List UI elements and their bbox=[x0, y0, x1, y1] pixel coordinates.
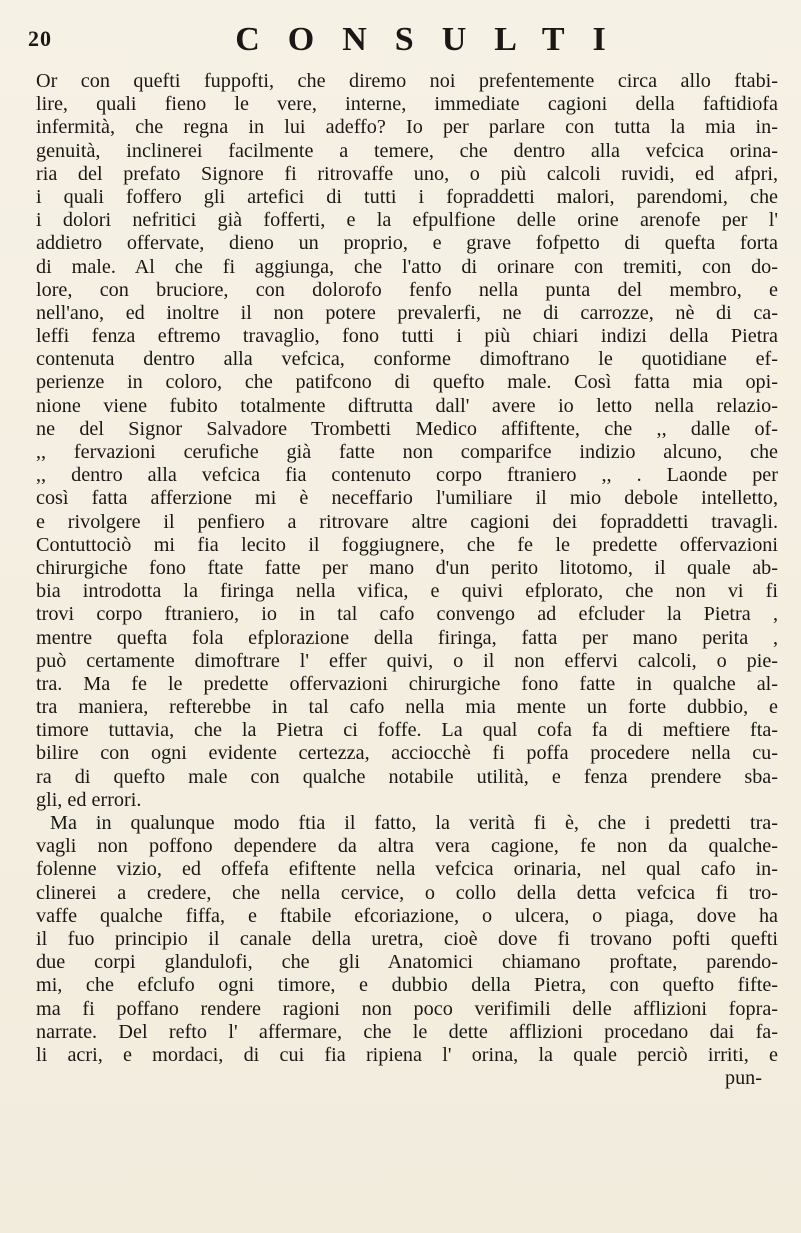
text-line: nell'ano, ed inoltre il non potere prevalerfi, ne di carrozze, nè di ca- bbox=[36, 301, 778, 324]
text-line: perienze in coloro, che patifcono di quefto male. Così fatta mia opi- bbox=[36, 371, 778, 394]
text-line: ne del Signor Salvadore Trombetti Medico affiftente, che ,, dalle of- bbox=[36, 417, 778, 440]
text-line: bilire con ogni evidente certezza, acciocchè fi poffa procedere nella cu- bbox=[36, 742, 778, 765]
text-line: i dolori nefritici già fofferti, e la efpulfione delle orine arenofe per l' bbox=[36, 209, 778, 232]
text-line: contenuta dentro alla vefcica, conforme dimoftrano le quotidiane ef- bbox=[36, 348, 778, 371]
text-line: bia introdotta la firinga nella vifica, e quivi efplorato, che non vi fi bbox=[36, 580, 778, 603]
text-line: Contuttociò mi fia lecito il foggiugnere, che fe le predette offervazioni bbox=[36, 533, 778, 556]
text-line: può certamente dimoftrare l' effer quivi, o il non effervi calcoli, o pie- bbox=[36, 649, 778, 672]
running-title: CONSULTI bbox=[235, 21, 634, 58]
text-line: tra maniera, refterebbe in tal cafo nella mia mente un forte dubbio, e bbox=[36, 696, 778, 719]
text-line: Or con quefti fuppofti, che diremo noi prefentemente circa allo ftabi- bbox=[36, 70, 778, 92]
text-line: il fuo principio il canale della uretra, cioè dove fi trovano pofti quefti bbox=[36, 927, 778, 950]
text-line: nione viene fubito totalmente diftrutta dall' avere io letto nella relazio- bbox=[36, 394, 778, 417]
text-line: i quali foffero gli artefici di tutti i fopraddetti malori, parendomi, che bbox=[36, 185, 778, 208]
text-line: infermità, che regna in lui adeffo? Io per parlare con tutta la mia in- bbox=[36, 116, 778, 139]
text-line: vagli non poffono dependere da altra vera cagione, fe non da qualche- bbox=[36, 835, 778, 858]
text-line: e rivolgere il penfiero a ritrovare altre cagioni dei fopraddetti travagli. bbox=[36, 510, 778, 533]
text-line: due corpi glandulofi, che gli Anatomici chiamano proftate, parendo- bbox=[36, 951, 778, 974]
text-line: timore tuttavia, che la Pietra ci foffe. La qual cofa fa di meftiere fta- bbox=[36, 719, 778, 742]
text-line: di male. Al che fi aggiunga, che l'atto di orinare con tremiti, con do- bbox=[36, 255, 778, 278]
text-line: vaffe qualche fiffa, e ftabile efcoriazione, o ulcera, o piaga, dove ha bbox=[36, 904, 778, 927]
text-line: lire, quali fieno le vere, interne, immediate cagioni della faftidiofa bbox=[36, 93, 778, 116]
text-line: folenne vizio, ed offefa efiftente nella vefcica orinaria, nel qual cafo in- bbox=[36, 858, 778, 881]
text-line: pun- bbox=[724, 1067, 762, 1090]
text-line: ,, fervazioni cerufiche già fatte non comparifce indizio alcuno, che bbox=[36, 441, 778, 463]
text-line: trovi corpo ftraniero, io in tal cafo convengo ad efcluder la Pietra , bbox=[36, 603, 778, 626]
text-line: leffi fenza eftremo travaglio, fono tutti i più chiari indizi della Pietra bbox=[36, 325, 778, 348]
page-header bbox=[28, 20, 761, 64]
text-line: clinerei a credere, che nella cervice, o collo della detta vefcica fi tro- bbox=[36, 881, 778, 904]
text-line: narrate. Del refto l' affermare, che le dette afflizioni procedano dai fa- bbox=[36, 1020, 778, 1043]
text-line: li acri, e mordaci, di cui fia ripiena l' orina, la quale perciò irriti, e bbox=[36, 1043, 778, 1066]
text-line: ma fi poffano rendere ragioni non poco verifimili delle afflizioni fopra- bbox=[36, 997, 778, 1020]
text-line: così fatta afferzione mi è neceffario l'umiliare il mio debole intelletto, bbox=[36, 487, 778, 510]
text-line: Ma in qualunque modo ftia il fatto, la verità fi è, che i predetti tra- bbox=[50, 812, 778, 834]
text-line: mi, che efclufo ogni timore, e dubbio della Pietra, con quefto fifte- bbox=[36, 974, 778, 997]
text-line: addietro offervate, dieno un proprio, e grave fofpetto di quefta forta bbox=[36, 232, 778, 255]
page-number: 20 bbox=[28, 26, 52, 51]
text-line: tra. Ma fe le predette offervazioni chirurgiche fono fatte in qualche al- bbox=[36, 672, 778, 695]
text-line: ,, dentro alla vefcica fia contenuto corpo ftraniero ,, . Laonde per bbox=[36, 464, 778, 487]
text-line: gli, ed errori. bbox=[36, 788, 142, 811]
body-text bbox=[36, 70, 778, 1090]
text-line: ra di quefto male con qualche notabile utilità, e fenza prendere sba- bbox=[36, 765, 778, 788]
text-line: mentre quefta fola efplorazione della firinga, fatta per mano perita , bbox=[36, 626, 778, 649]
text-line: ria del prefato Signore fi ritrovaffe uno, o più calcoli ruvidi, ed afpri, bbox=[36, 162, 778, 185]
text-line: chirurgiche fono ftate fatte per mano d'un perito litotomo, il quale ab- bbox=[36, 556, 778, 579]
text-line: lore, con bruciore, con dolorofo fenfo nella punta del membro, e bbox=[36, 278, 778, 301]
text-line: genuità, inclinerei facilmente a temere, che dentro alla vefcica orina- bbox=[36, 139, 778, 162]
